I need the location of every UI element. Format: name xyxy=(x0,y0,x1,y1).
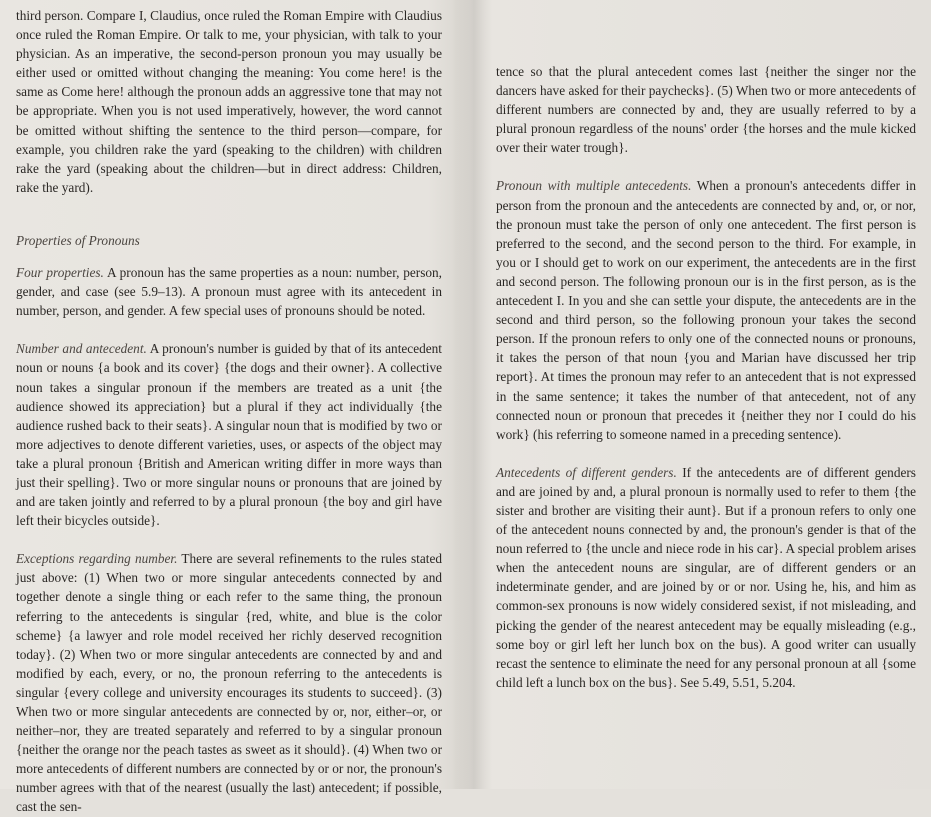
paragraph-text: A pronoun's number is guided by that of its antecedent noun or nouns {a book and its cover} {the dogs and their owner}. A collective noun takes a singular pronoun if the members are treated as a unit {the audience showed its appreciation} but a plural if they act individually {the audience rushed back to their seats}. A singular noun that is modified by two or more adjectives to denote different varieties, uses, or aspects of the object may take a plural pronoun {British and American writing differ in more ways than just their spelling}. Two or more singular nouns or pronouns that are joined by and are taken jointly and referred to by a plural pronoun {the boy and girl have left their bicycles outside}. xyxy=(16,341,442,529)
paragraph-exceptions xyxy=(16,549,442,816)
run-in-head: Exceptions regarding number. xyxy=(16,551,178,567)
paragraph-number-antecedent xyxy=(16,339,442,530)
run-in-head: Antecedents of different genders. xyxy=(496,464,677,480)
left-column xyxy=(16,6,442,817)
paragraph-intro: third person. Compare I, Claudius, once ruled the Roman Empire with Claudius once ruled the Roman Empire. Or talk to me, your physician, with talk to your physician. As an imperative, the second-person pronoun you may usually be either used or omitted without changing the meaning: You come here! is the same as Come here! although the pronoun adds an aggressive tone that may not be appropriate. When you is not used imperatively, however, the word cannot be omitted without shifting the sentence to the third person—compare, for example, you children rake the yard (speaking to the children) with children rake the yard (speaking about the children—but in direct address: Children, rake the yard). xyxy=(16,8,442,195)
paragraph-continued: tence so that the plural antecedent comes last {neither the singer nor the dancers have asked for their paychecks}. (5) When two or more antecedents of different numbers are connected by and, they are usually referred to by a plural pronoun regardless of the nouns' order {the horses and the mule kicked over their water trough}. xyxy=(496,64,916,156)
section-title: Properties of Pronouns xyxy=(16,232,140,248)
paragraph-text: A pronoun has the same properties as a noun: number, person, gender, and case (see 5.9–13). A pronoun must agree with its antecedent in number, person, and gender. A few special uses of pronouns should be noted. xyxy=(16,265,442,319)
right-column xyxy=(496,62,916,692)
paragraph-different-genders xyxy=(496,463,916,692)
paragraph-four-properties xyxy=(16,263,442,320)
paragraph-text: When a pronoun's antecedents differ in person from the pronoun and the antecedents are connected by and, or, or nor, the pronoun must take the person of only one antecedent. The first person is preferred to the second, and the second person to the third. For example, in you or I should get to work on our experiment, the antecedents are in the first and second person. The following pronoun our is in the first person, as is the antecedent I. In you and she can settle your dispute, the antecedents are in the second and third person, so the following pronoun your takes the second person. If the pronoun refers to only one of the connected nouns or pronouns, it takes the person of that noun {you and Marian have discussed her trip report}. At times the pronoun may refer to an antecedent that is not expressed in the same sentence; it takes the number of that antecedent, not of any connected noun or pronoun that precedes it {neither they nor I could do his work} (his referring to someone named in a preceding sentence). xyxy=(496,178,916,442)
paragraph-text: If the antecedents are of different genders and are joined by and, a plural pronoun is normally used to refer to them {the sister and brother are visiting their aunt}. But if a pronoun refers to only one of the antecedent nouns connected by and, the pronoun's gender is that of the noun referred to {the uncle and niece rode in his car}. A special problem arises when the antecedent nouns are singular, are of different genders or an indeterminate gender, and are joined by or or nor. Using he, his, and him as common-sex pronouns is now widely considered sexist, if not misleading, and picking the gender of the nearest antecedent may be equally misleading (e.g., some boy or girl left her lunch box on the bus). A good writer can usually recast the sentence to eliminate the need for any personal pronoun at all {some child left a lunch box on the bus}. See 5.49, 5.51, 5.204. xyxy=(496,464,916,690)
run-in-head: Pronoun with multiple antecedents. xyxy=(496,178,692,194)
paragraph-text: There are several refinements to the rules stated just above: (1) When two or more singular antecedents connected by and together denote a single thing or each refer to the same thing, the pronoun referring to the antecedents is singular {red, white, and blue is the color scheme} {a lawyer and role model received her richly deserved recognition today}. (2) When two or more singular antecedents are connected by and and modified by each, every, or no, the pronoun referring to the antecedents is singular {every college and university encourages its students to succeed}. (3) When two or more singular antecedents are connected by or, nor, either–or, or neither–nor, they are treated separately and referred to by a singular pronoun {neither the orange nor the peach tastes as sweet as it should}. (4) When two or more antecedents of different numbers are connected by or or nor, the pronoun's number agrees with that of the nearest (usually the last) antecedent; if possible, cast the sen- xyxy=(16,551,442,815)
run-in-head: Number and antecedent. xyxy=(16,341,147,357)
run-in-head: Four properties. xyxy=(16,265,104,281)
page-gutter-shadow xyxy=(452,0,492,789)
paragraph-multiple-antecedents xyxy=(496,176,916,443)
